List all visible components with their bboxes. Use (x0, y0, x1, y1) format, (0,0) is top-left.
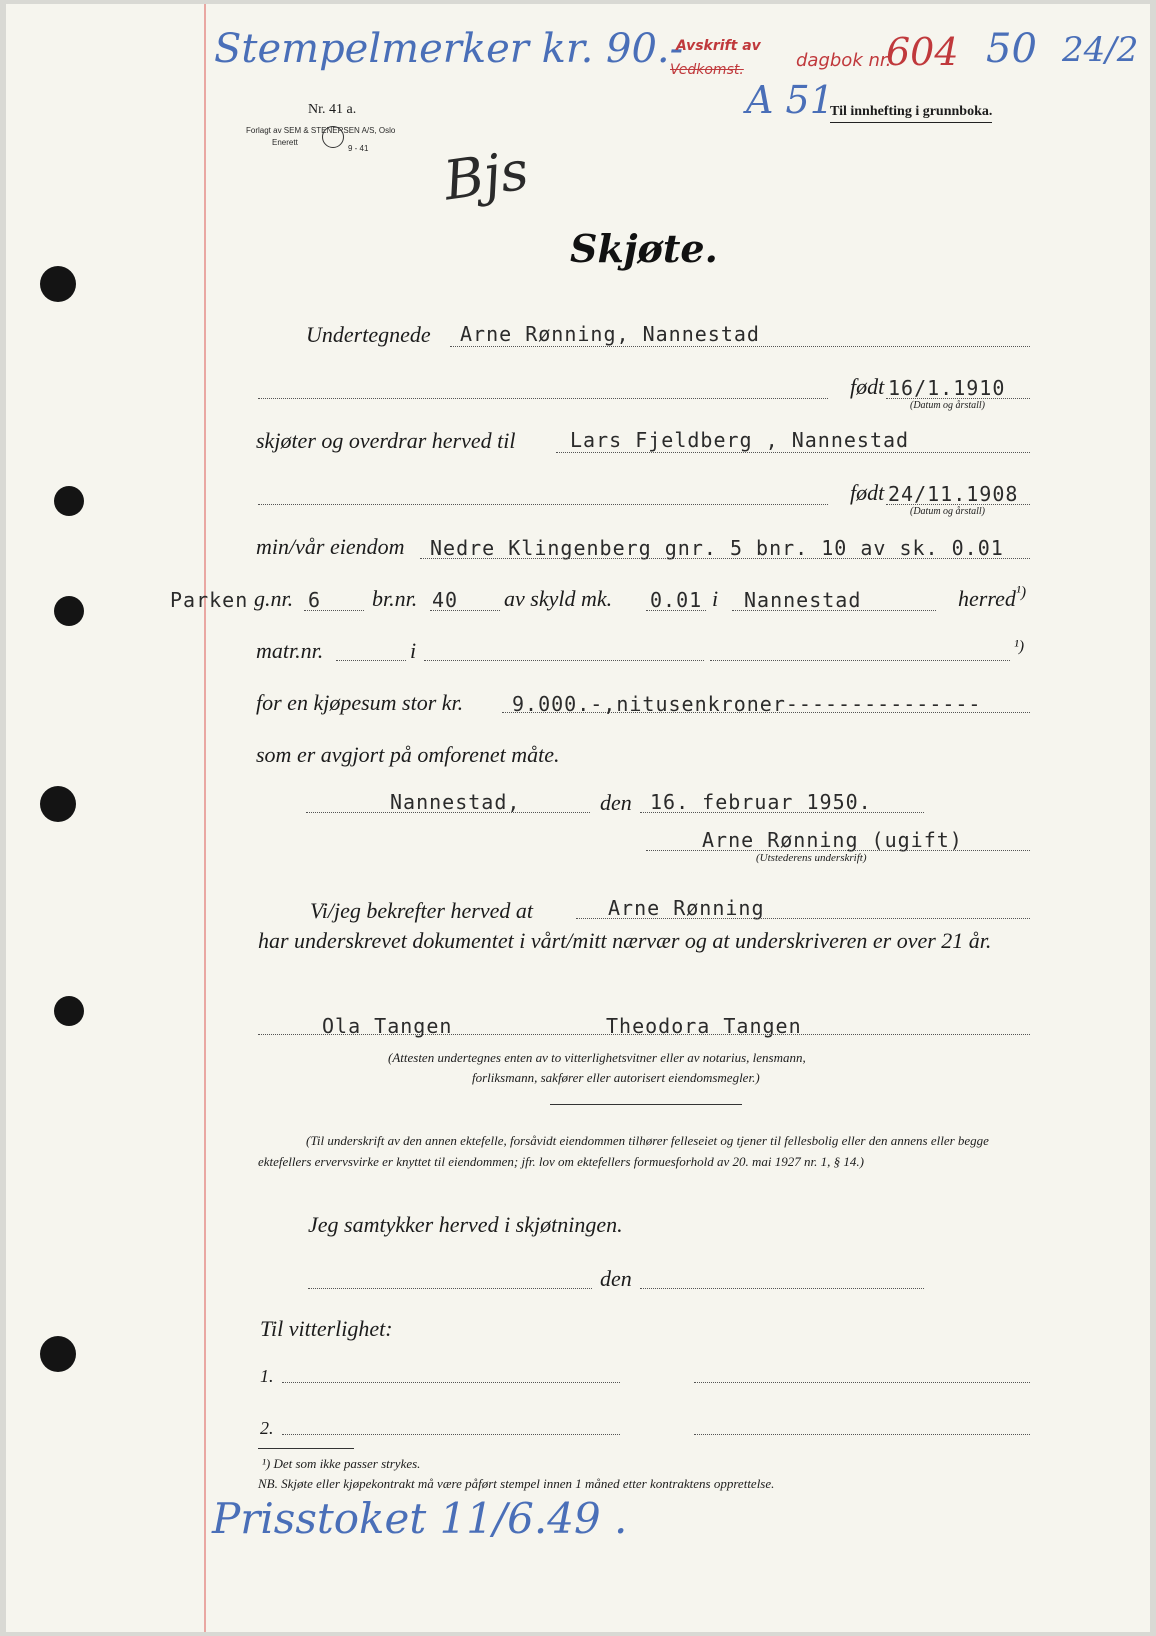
brnr-value: 40 (432, 588, 459, 612)
margin-rule (204, 4, 206, 1632)
document-title: Skjøte. (570, 226, 718, 271)
dotted-line (424, 660, 704, 661)
punch-hole (54, 996, 84, 1026)
issuer-signature: Arne Rønning (ugift) (702, 828, 963, 852)
buyer-birth-date: 24/11.1908 (888, 482, 1019, 506)
footnote-mark-1: ¹) (1016, 584, 1027, 601)
stamp-line-2: Vedkomst. (670, 62, 744, 78)
stamp-line-1: Avskrift av (676, 38, 761, 54)
handwritten-bottom-note: Prisstoket 11/6.49 . (212, 1494, 628, 1543)
handwritten-stamp-note: Stempelmerker kr. 90.- (214, 26, 684, 72)
handwritten-year-suffix: 50 (986, 26, 1037, 72)
dotted-line (886, 398, 1030, 399)
signing-place: Nannestad, (390, 790, 521, 814)
min-var-label: min/vår eiendom (256, 534, 405, 559)
underskrevet-text: har underskrevet dokumentet i vårt/mitt nærvær og at underskriveren er over 21 år. (258, 928, 992, 953)
dotted-line (420, 558, 1030, 559)
dotted-line (306, 812, 590, 813)
dotted-line (646, 610, 706, 611)
herred-label: herred (958, 586, 1016, 611)
dotted-line (576, 918, 1030, 919)
footnote-mark-2: ¹) (1014, 638, 1025, 655)
dotted-line (304, 610, 364, 611)
buyer-name: Lars Fjeldberg , Nannestad (570, 428, 910, 452)
dotted-line (502, 712, 1030, 713)
punch-hole (40, 1336, 76, 1372)
attest-note-2: forliksmann, sakfører eller autorisert eiendomsmegler.) (472, 1070, 760, 1085)
document-page (6, 4, 1150, 1632)
dotted-line (694, 1434, 1030, 1435)
dotted-line (258, 504, 828, 505)
dotted-line (886, 504, 1030, 505)
i-label: i (712, 586, 719, 611)
divider (550, 1104, 742, 1105)
punch-hole (40, 266, 76, 302)
footnote-rule (258, 1448, 354, 1449)
fodt-label-1: født (850, 374, 885, 399)
herred-place: Nannestad (744, 588, 862, 612)
spouse-note: (Til underskrift av den annen ektefelle, forsåvidt eiendommen tilhører felleseiet og tjener til fellesbolig eller den annens eller begge ektefellers ervervsvirke er knyttet til eiendommen; jfr. lov om ektefellers formuesforhold av 20. mai 1927 nr. 1, § 14.) (258, 1133, 989, 1169)
den-label: den (600, 790, 632, 815)
vi-jeg-label: Vi/jeg bekrefter herved at (310, 898, 533, 923)
footnote-2: NB. Skjøte eller kjøpekontrakt må være påført stempel innen 1 måned etter kontraktens opprettelse. (258, 1476, 775, 1491)
dotted-line (258, 398, 828, 399)
gnr-label: g.nr. (254, 586, 294, 611)
property-description: Nedre Klingenberg gnr. 5 bnr. 10 av sk. 0.01 (430, 536, 1004, 560)
gnr-value: 6 (308, 588, 322, 612)
publisher-line-2: Enerett (272, 138, 298, 147)
stamp-dagbok-number: 604 (886, 30, 959, 74)
witness-line-2-number: 2. (260, 1418, 274, 1438)
dotted-line (710, 660, 1010, 661)
dotted-line (640, 1288, 924, 1289)
confirmed-name: Arne Rønning (608, 896, 765, 920)
handwritten-initials: Bjs (440, 138, 533, 213)
dotted-line (694, 1382, 1030, 1383)
footnote-1: ¹) Det som ikke passer strykes. (262, 1456, 421, 1471)
purchase-price: 9.000.-,nitusenkroner--------------- (512, 692, 982, 716)
datum-caption-1: (Datum og årstall) (910, 400, 985, 411)
stamp-dagbok-label: dagbok nr. (796, 50, 892, 71)
matr-label: matr.nr. (256, 638, 324, 663)
form-number: Nr. 41 a. (308, 102, 357, 117)
kjopesum-label: for en kjøpesum stor kr. (256, 690, 464, 715)
attest-note-1: (Attesten undertegnes enten av to vitterlighetsvitner eller av notarius, lensmann, (388, 1050, 806, 1065)
skyld-value: 0.01 (650, 588, 703, 612)
punch-hole (40, 786, 76, 822)
publisher-line-1: Forlagt av SEM & STENERSEN A/S, Oslo (246, 126, 396, 135)
parcel-prefix: Parken (170, 588, 249, 612)
seller-birth-date: 16/1.1910 (888, 376, 1006, 400)
samtykker-text: Jeg samtykker herved i skjøtningen. (308, 1212, 623, 1237)
dotted-line (732, 610, 936, 611)
punch-hole (54, 596, 84, 626)
publisher-logo-icon (322, 126, 344, 148)
punch-hole (54, 486, 84, 516)
seller-name: Arne Rønning, Nannestad (460, 322, 760, 346)
dotted-line (282, 1434, 620, 1435)
vitterlighet-label: Til vitterlighet: (260, 1316, 393, 1341)
dotted-line (450, 346, 1030, 347)
den-label-2: den (600, 1266, 632, 1291)
signing-date: 16. februar 1950. (650, 790, 872, 814)
avgjort-text: som er avgjort på omforenet måte. (256, 742, 560, 767)
handwritten-year-mark: A 51 (746, 78, 834, 122)
datum-caption-2: (Datum og årstall) (910, 506, 985, 517)
dotted-line (258, 1034, 1030, 1035)
dotted-line (282, 1382, 620, 1383)
skyld-label: av skyld mk. (504, 586, 613, 611)
matr-i-label: i (410, 638, 417, 663)
header-right-label: Til innhefting i grunnboka. (830, 104, 992, 123)
brnr-label: br.nr. (372, 586, 418, 611)
skjoter-label: skjøter og overdrar herved til (256, 428, 516, 453)
dotted-line (336, 660, 406, 661)
publisher-date: 9 - 41 (348, 144, 369, 153)
witness-2: Theodora Tangen (606, 1014, 802, 1038)
undertegnede-label: Undertegnede (306, 322, 431, 347)
dotted-line (646, 850, 1030, 851)
dotted-line (308, 1288, 592, 1289)
dotted-line (640, 812, 924, 813)
fodt-label-2: født (850, 480, 885, 505)
dotted-line (430, 610, 500, 611)
issuer-caption: (Utstederens underskrift) (756, 852, 867, 864)
dotted-line (556, 452, 1030, 453)
witness-line-1-number: 1. (260, 1366, 274, 1386)
witness-1: Ola Tangen (322, 1014, 453, 1038)
handwritten-register-date: 24/2 (1062, 30, 1139, 70)
